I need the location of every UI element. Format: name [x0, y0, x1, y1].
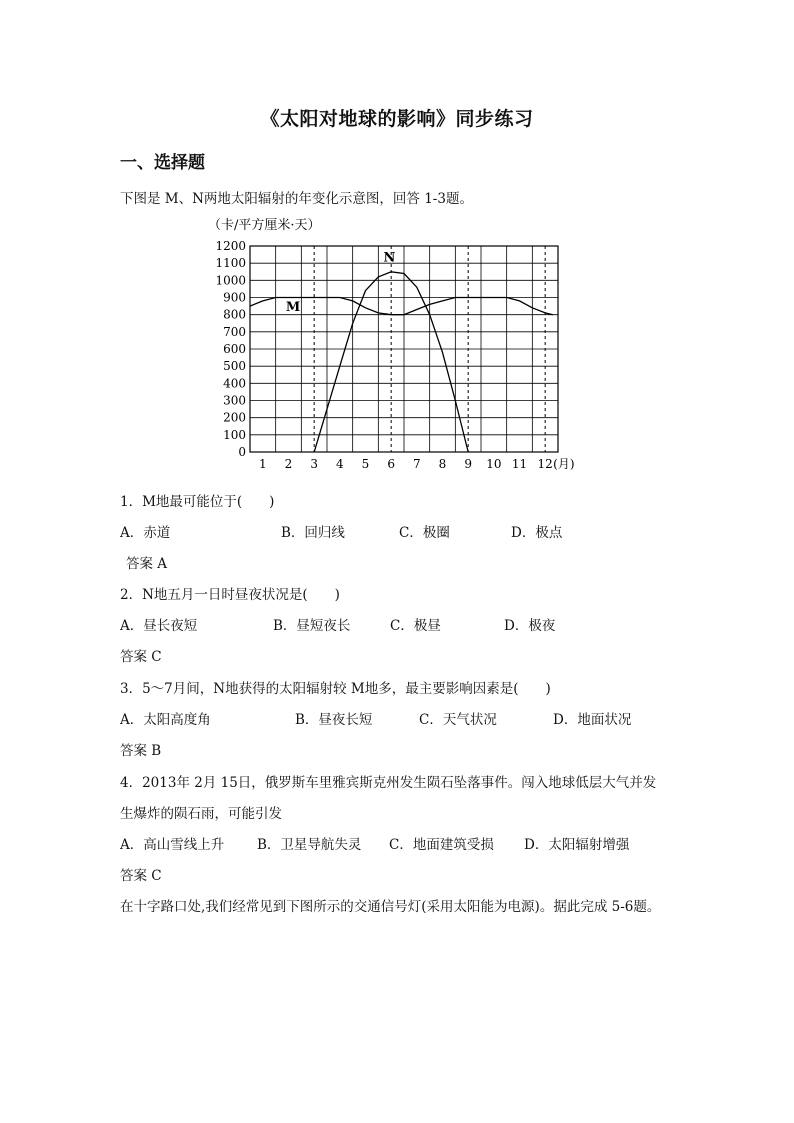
unit-label: （卡/平方厘米·天） [208, 218, 321, 233]
x-axis-ticks [259, 457, 575, 471]
x-tick-label: 11 [511, 457, 528, 471]
y-tick-label: 500 [223, 359, 246, 374]
y-tick-label: 1200 [215, 239, 246, 253]
q4-answer: 答案 C [120, 868, 162, 884]
y-tick-label: 100 [223, 427, 246, 442]
y-tick-label: 700 [223, 324, 246, 339]
q3-option-a[interactable]: A．太阳高度角 [120, 712, 211, 728]
q1-stem: 1．M地最可能位于( ) [120, 494, 275, 510]
q4-option-c[interactable]: C．地面建筑受损 [389, 837, 494, 853]
q2-stem: 2．N地五月一日时昼夜状况是( ) [120, 587, 340, 603]
q4-option-a[interactable]: A．高山雪线上升 [120, 837, 225, 853]
y-tick-label: 0 [238, 445, 246, 459]
q4-stem-continued: 生爆炸的陨石雨，可能引发 [120, 806, 282, 822]
y-tick-label: 400 [223, 376, 246, 391]
y-tick-label: 200 [223, 410, 246, 425]
series-label-m: M [285, 300, 301, 316]
x-tick-label: 1 [259, 457, 267, 471]
q4-option-d[interactable]: D．太阳辐射增强 [524, 837, 630, 853]
chart-grid [250, 246, 558, 452]
q1-option-c[interactable]: C．极圈 [399, 525, 450, 541]
q1-option-a[interactable]: A．赤道 [120, 525, 171, 541]
q2-option-d[interactable]: D．极夜 [504, 618, 556, 634]
x-tick-label: 2 [284, 457, 293, 471]
y-tick-label: 1000 [215, 273, 246, 288]
q3-option-b[interactable]: B．昼夜长短 [295, 712, 373, 728]
x-tick-label: 3 [310, 457, 318, 471]
q1-option-b[interactable]: B．回归线 [281, 525, 345, 541]
x-tick-label: 7 [413, 457, 421, 471]
solar-radiation-chart [200, 212, 600, 474]
series-label-n: N [383, 250, 396, 266]
y-tick-label: 600 [223, 342, 246, 356]
x-tick-label: 9 [464, 457, 472, 471]
y-tick-label: 1100 [215, 256, 246, 271]
y-tick-label: 800 [223, 307, 246, 322]
y-tick-label: 300 [223, 393, 246, 408]
x-tick-label: 6 [387, 457, 395, 471]
x-tick-label: 10 [486, 457, 502, 471]
section-heading: 一、选择题 [120, 153, 205, 173]
x-tick-label: 4 [336, 457, 344, 471]
q4-stem: 4．2013年 2月 15日，俄罗斯车里雅宾斯克州发生陨石坠落事件。闯入地球低层大气并发 [120, 775, 657, 791]
q2-option-b[interactable]: B．昼短夜长 [273, 618, 351, 634]
y-axis-ticks [215, 239, 246, 459]
page-title: 《太阳对地球的影响》同步练习 [260, 108, 534, 130]
q2-option-c[interactable]: C．极昼 [390, 618, 441, 634]
q2-answer: 答案 C [120, 649, 162, 665]
q3-stem: 3．5～7月间，N地获得的太阳辐射较 M地多，最主要影响因素是( ) [120, 681, 551, 697]
x-axis-unit: (月) [553, 457, 575, 471]
q3-answer: 答案 B [120, 743, 162, 759]
q3-option-d[interactable]: D．地面状况 [553, 712, 632, 728]
q2-option-a[interactable]: A．昼长夜短 [120, 618, 198, 634]
q3-option-c[interactable]: C．天气状况 [419, 712, 497, 728]
outro-text: 在十字路口处,我们经常见到下图所示的交通信号灯(采用太阳能为电源)。据此完成 5-6题。 [120, 899, 661, 915]
q1-option-d[interactable]: D．极点 [511, 525, 563, 541]
x-tick-label: 12 [537, 457, 553, 471]
y-tick-label: 900 [223, 290, 246, 305]
x-tick-label: 5 [361, 457, 370, 471]
q4-option-b[interactable]: B．卫星导航失灵 [257, 837, 362, 853]
intro-text: 下图是 M、N两地太阳辐射的年变化示意图，回答 1-3题。 [120, 191, 473, 207]
x-tick-label: 8 [438, 457, 447, 471]
q1-answer: 答案 A [126, 556, 168, 572]
